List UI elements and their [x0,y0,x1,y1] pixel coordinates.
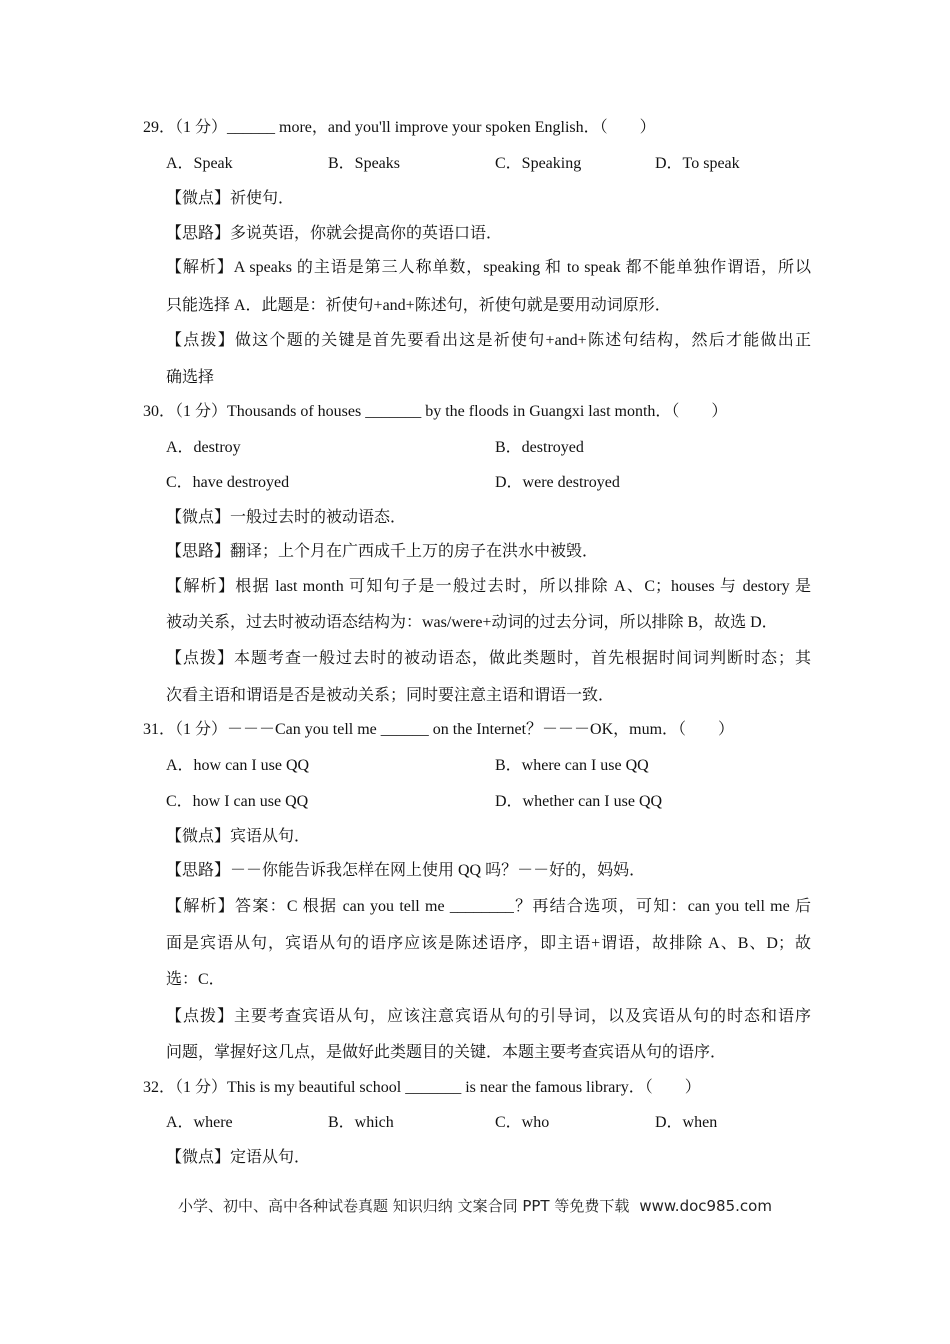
q30-option-d: D．were destroyed [495,474,620,491]
q32-option-d: D．when [655,1114,718,1131]
question-29-stem: 29．（1 分）______ more，and you'll improve your spoken English．（ ） [143,119,656,136]
q31-option-c: C．how I can use QQ [166,793,309,810]
q30-dianbo-line-1: 【点拨】本题考查一般过去时的被动语态，做此类题时，首先根据时间词判断时态；其 [166,650,811,667]
q29-weidian: 【微点】祈使句． [166,190,295,207]
q32-option-a: A．where [166,1114,233,1131]
q32-option-b: B．which [328,1114,394,1131]
question-30-stem: 30．（1 分）Thousands of houses _______ by the floods in Guangxi last month．（ ） [143,403,728,420]
q29-option-d: D．To speak [655,155,740,172]
q29-option-c: C．Speaking [495,155,582,172]
q29-option-a: A．Speak [166,155,233,172]
q29-jiexi-line-2: 只能选择 A．此题是：祈使句+and+陈述句，祈使句就是要用动词原形． [166,297,671,314]
q32-option-c: C．who [495,1114,550,1131]
q31-silu: 【思路】－－你能告诉我怎样在网上使用 QQ 吗？－－好的，妈妈． [166,862,646,879]
q29-option-b: B．Speaks [328,155,401,172]
q29-dianbo-line-1: 【点拨】做这个题的关键是首先要看出这是祈使句+and+陈述句结构，然后才能做出正 [166,332,811,349]
q30-option-a: A．destroy [166,439,241,456]
q30-dianbo-line-2: 次看主语和谓语是否是被动关系；同时要注意主语和谓语一致． [166,687,615,704]
q31-option-d: D．whether can I use QQ [495,793,663,810]
q31-option-b: B．where can I use QQ [495,757,649,774]
q31-jiexi-line-2: 面是宾语从句，宾语从句的语序应该是陈述语序，即主语+谓语，故排除 A、B、D；故 [166,935,811,952]
q30-option-c: C．have destroyed [166,474,290,491]
footer-site-link[interactable]: www.doc985.com [639,1197,772,1215]
q30-option-b: B．destroyed [495,439,584,456]
question-32-stem: 32．（1 分）This is my beautiful school _______ is near the famous library．（ ） [143,1079,701,1096]
question-31-stem: 31．（1 分）－－－Can you tell me ______ on the Internet？－－－OK，mum．（ ） [143,721,735,738]
footer-text: 小学、初中、高中各种试卷真题 知识归纳 文案合同 PPT 等免费下载 [178,1197,630,1215]
q31-jiexi-line-1: 【解析】答案：C 根据 can you tell me ________？再结合选项，可知：can you tell me 后 [166,898,811,915]
q30-silu: 【思路】翻译；上个月在广西成千上万的房子在洪水中被毁． [166,543,599,560]
q29-dianbo-line-2: 确选择 [166,369,215,386]
page-footer [0,1196,950,1216]
q29-silu: 【思路】多说英语，你就会提高你的英语口语． [166,225,503,242]
q30-jiexi-line-1: 【解析】根据 last month 可知句子是一般过去时，所以排除 A、C；houses 与 destory 是 [166,578,811,595]
q32-weidian: 【微点】定语从句． [166,1149,311,1166]
q31-option-a: A．how can I use QQ [166,757,310,774]
q31-dianbo-line-2: 问题，掌握好这几点，是做好此类题目的关键．本题主要考查宾语从句的语序． [166,1044,727,1061]
q30-jiexi-line-2: 被动关系，过去时被动语态结构为：was/were+动词的过去分词，所以排除 B，故选 D． [166,614,778,631]
q31-dianbo-line-1: 【点拨】主要考查宾语从句，应该注意宾语从句的引导词，以及宾语从句的时态和语序 [166,1008,811,1025]
q31-jiexi-line-3: 选：C． [166,971,225,988]
q29-jiexi-line-1: 【解析】A speaks 的主语是第三人称单数，speaking 和 to speak 都不能单独作谓语，所以 [166,259,811,276]
q30-weidian: 【微点】一般过去时的被动语态． [166,509,407,526]
q31-weidian: 【微点】宾语从句． [166,828,311,845]
